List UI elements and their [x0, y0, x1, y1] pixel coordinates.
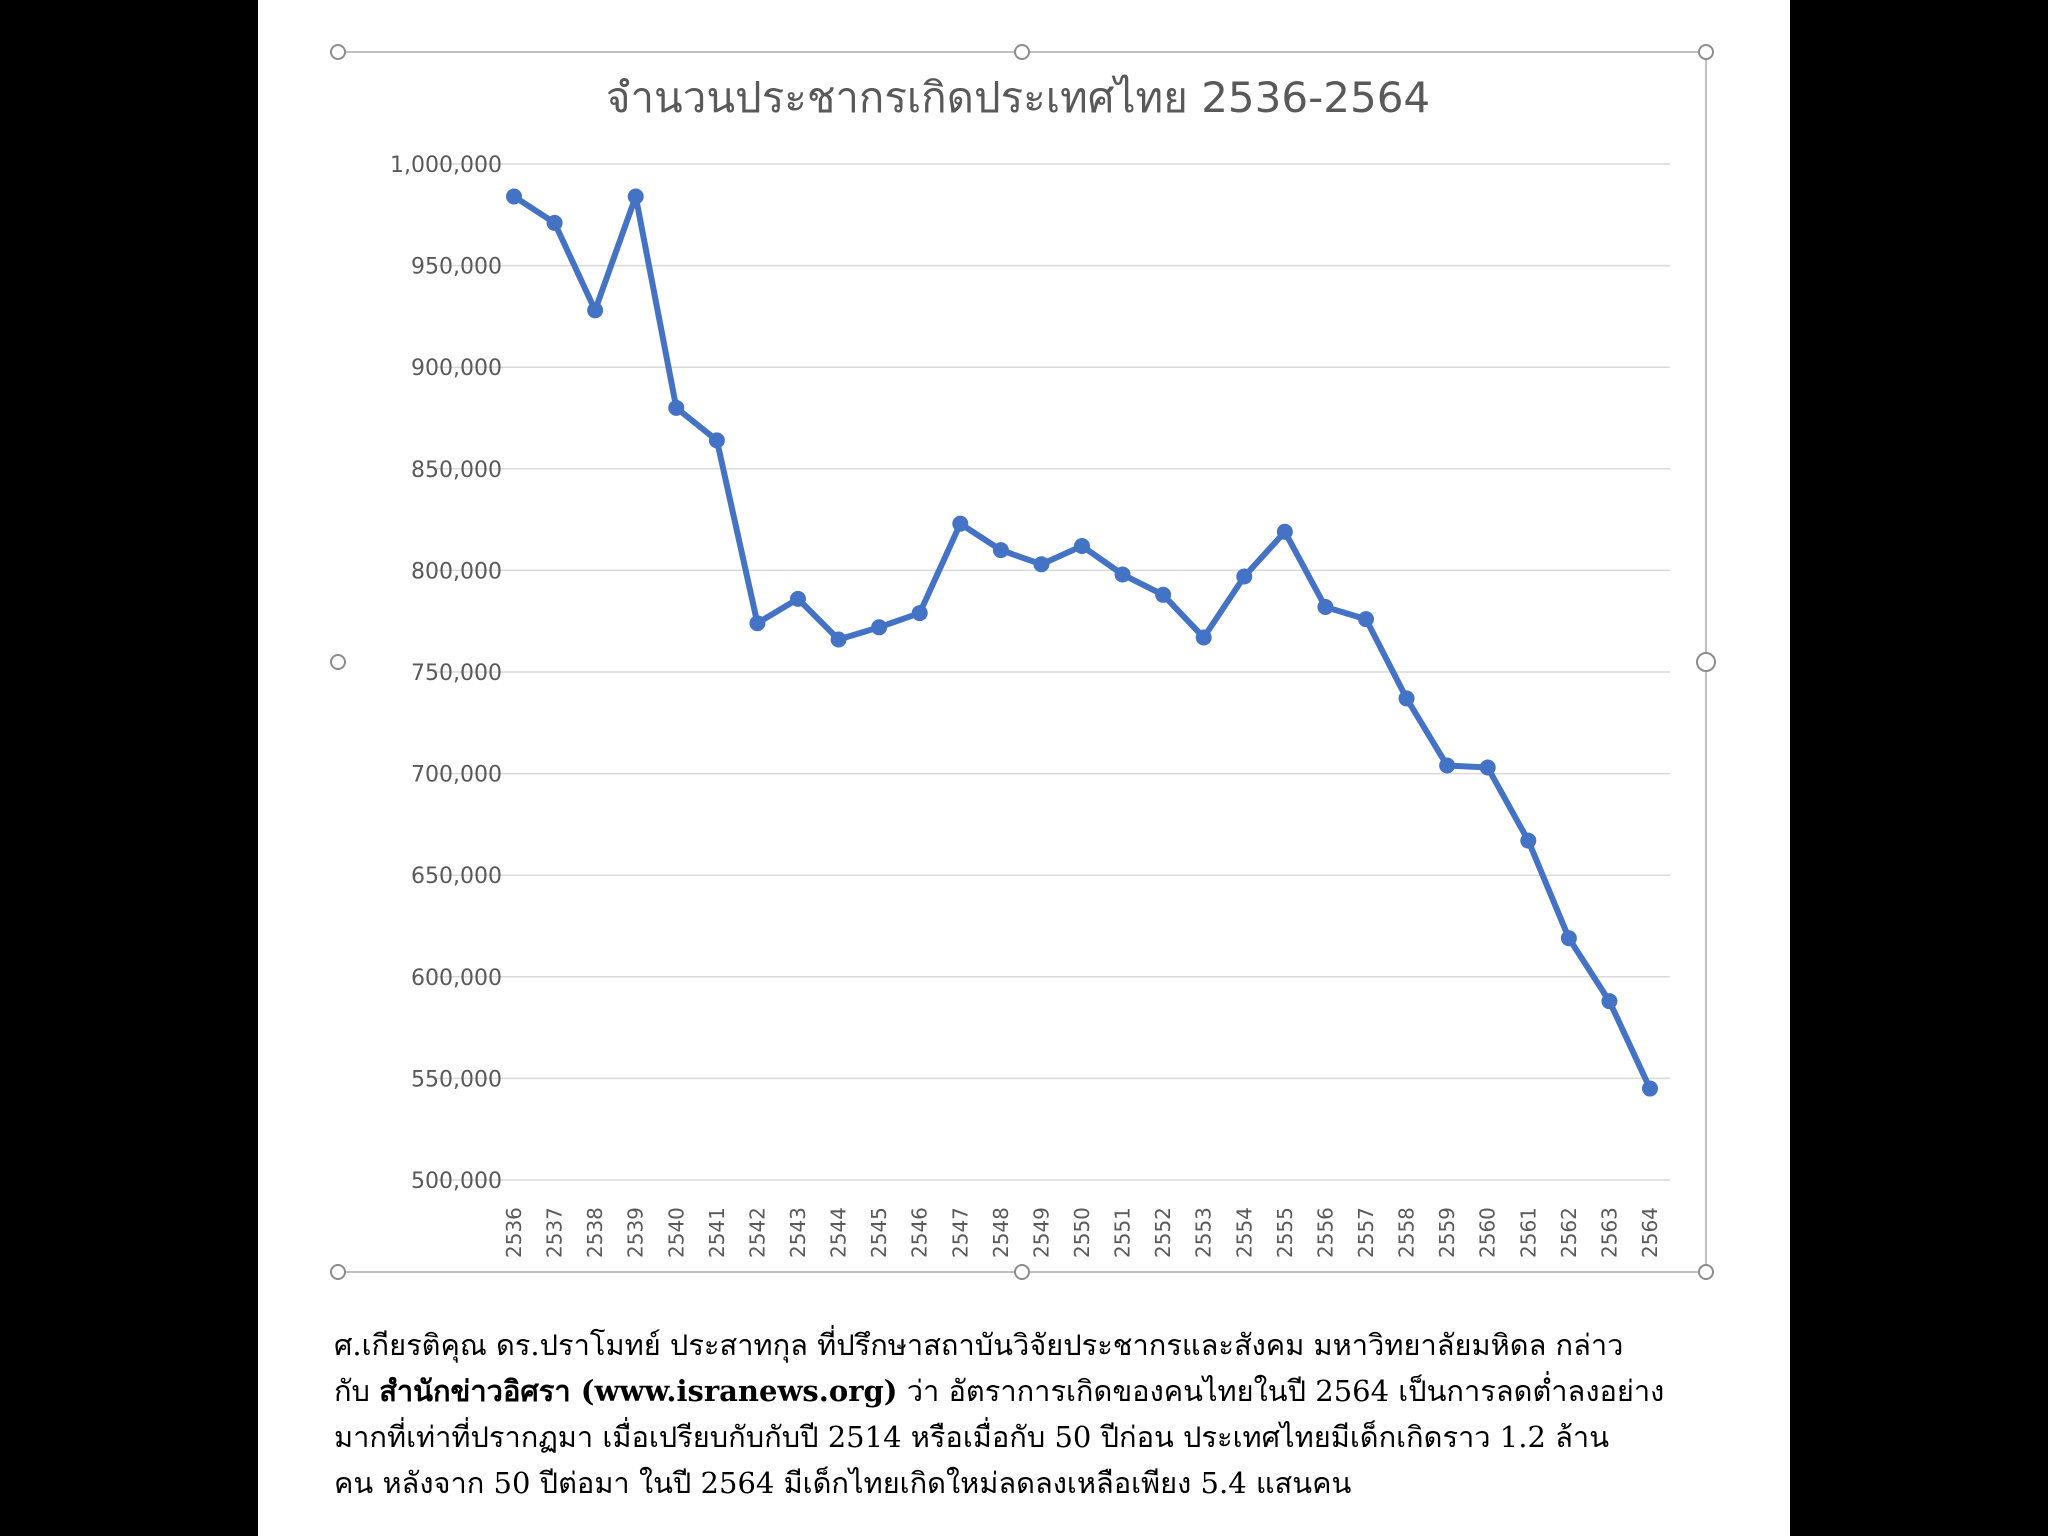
- data-point: [1237, 569, 1251, 583]
- data-point: [1562, 931, 1576, 945]
- data-point: [669, 401, 683, 415]
- x-tick-label: 2548: [988, 1207, 1013, 1258]
- data-point: [1481, 761, 1495, 775]
- x-tick-label: 2537: [542, 1207, 567, 1258]
- data-point: [1359, 612, 1373, 626]
- resize-handle-bottom-right[interactable]: [1699, 1265, 1713, 1279]
- x-tick-label: 2552: [1151, 1207, 1176, 1258]
- data-point: [1116, 567, 1130, 581]
- caption-line-4: คน หลังจาก 50 ปีต่อมา ในปี 2564 มีเด็กไทยเกิดใหม่ลดลงเหลือเพียง 5.4 แสนคน: [334, 1466, 1352, 1500]
- data-point: [994, 543, 1008, 557]
- x-tick-label: 2538: [583, 1207, 608, 1258]
- resize-handle-right[interactable]: [1697, 653, 1715, 671]
- y-tick-label: 700,000: [411, 762, 502, 788]
- data-point: [588, 303, 602, 317]
- x-tick-label: 2555: [1272, 1207, 1297, 1258]
- y-tick-label: 500,000: [411, 1169, 502, 1194]
- line-chart: [258, 0, 1790, 1300]
- data-point: [953, 517, 967, 531]
- data-point: [1440, 758, 1454, 772]
- article-caption: [334, 1322, 1784, 1506]
- x-tick-label: 2550: [1070, 1207, 1094, 1258]
- x-tick-label: 2539: [623, 1207, 648, 1258]
- x-tick-label: 2564: [1638, 1207, 1662, 1258]
- data-point: [1602, 994, 1616, 1008]
- x-tick-label: 2562: [1556, 1207, 1581, 1258]
- data-point: [1521, 834, 1535, 848]
- caption-line-2: [334, 1368, 1784, 1414]
- y-tick-label: 850,000: [411, 457, 502, 483]
- x-tick-label: 2553: [1191, 1207, 1216, 1258]
- data-point: [629, 190, 643, 204]
- data-point: [710, 433, 724, 447]
- y-tick-label: 1,000,000: [390, 153, 502, 178]
- x-tick-label: 2545: [867, 1207, 892, 1258]
- data-point: [913, 606, 927, 620]
- x-tick-label: 2557: [1354, 1207, 1378, 1258]
- data-point: [1156, 588, 1170, 602]
- data-point: [1278, 525, 1292, 539]
- chart-frame[interactable]: [331, 45, 1715, 1279]
- x-tick-label: 2540: [664, 1207, 689, 1258]
- y-tick-label: 600,000: [411, 965, 502, 991]
- resize-handle-bottom-left[interactable]: [331, 1265, 345, 1279]
- data-point: [1034, 557, 1048, 571]
- x-tick-label: 2536: [502, 1207, 526, 1258]
- x-tick-label: 2563: [1597, 1207, 1622, 1258]
- data-point: [1643, 1082, 1657, 1096]
- series-births: [507, 190, 1657, 1096]
- caption-line-1: ศ.เกียรติคุณ ดร.ปราโมทย์ ประสาทกุล ที่ปรึกษาสถาบันวิจัยประชากรและสังคม มหาวิทยาลัยมหิดล กล่าว: [334, 1328, 1624, 1362]
- data-point: [832, 632, 846, 646]
- x-tick-label: 2559: [1435, 1207, 1460, 1258]
- resize-handle-top[interactable]: [1015, 45, 1029, 59]
- x-tick-label: 2549: [1029, 1207, 1054, 1258]
- x-tick-label: 2558: [1394, 1207, 1419, 1258]
- x-tick-label: 2543: [786, 1207, 810, 1258]
- data-point: [791, 592, 805, 606]
- x-tick-label: 2551: [1110, 1207, 1135, 1258]
- caption-source-name: สำนักข่าวอิศรา (www.isranews.org): [379, 1374, 898, 1408]
- resize-handle-top-right[interactable]: [1699, 45, 1713, 59]
- x-tick-label: 2554: [1232, 1207, 1257, 1258]
- data-point: [750, 616, 764, 630]
- x-tick-label: 2560: [1475, 1207, 1500, 1258]
- x-tick-label: 2547: [948, 1207, 973, 1258]
- data-point: [872, 620, 886, 634]
- chart-title: จำนวนประชากรเกิดประเทศไทย 2536-2564: [605, 73, 1431, 122]
- y-tick-label: 900,000: [411, 356, 502, 382]
- gridlines: [436, 164, 1670, 1180]
- caption-line-3: มากที่เท่าที่ปรากฏมา เมื่อเปรียบกับกับปี 2514 หรือเมื่อกับ 50 ปีก่อน ประเทศไทยมีเด็กเกิดราว 1.2 ล้าน: [334, 1420, 1610, 1454]
- y-tick-label: 550,000: [411, 1067, 502, 1093]
- y-tick-label: 800,000: [411, 559, 502, 585]
- caption-line-2-suffix: ว่า อัตราการเกิดของคนไทยในปี 2564 เป็นการลดต่ำลงอย่าง: [897, 1374, 1665, 1408]
- x-tick-label: 2542: [745, 1207, 770, 1258]
- article-page: [258, 0, 1790, 1536]
- caption-line-2-prefix: กับ: [334, 1374, 380, 1408]
- x-axis: [502, 1207, 1662, 1258]
- data-point: [507, 190, 521, 204]
- data-point: [1400, 691, 1414, 705]
- resize-handle-top-left[interactable]: [331, 45, 345, 59]
- x-tick-label: 2561: [1516, 1207, 1541, 1258]
- y-tick-label: 750,000: [411, 661, 502, 686]
- data-point: [1075, 539, 1089, 553]
- series-line: [514, 197, 1650, 1089]
- x-tick-label: 2556: [1313, 1207, 1338, 1258]
- y-tick-label: 650,000: [411, 864, 502, 890]
- x-tick-label: 2544: [826, 1207, 851, 1258]
- data-point: [548, 216, 562, 230]
- data-point: [1318, 600, 1332, 614]
- y-axis: [390, 153, 502, 1194]
- x-tick-label: 2546: [907, 1207, 932, 1258]
- resize-handle-left[interactable]: [331, 655, 345, 669]
- x-tick-label: 2541: [704, 1207, 729, 1258]
- data-point: [1197, 630, 1211, 644]
- y-tick-label: 950,000: [411, 254, 502, 280]
- resize-handle-bottom[interactable]: [1015, 1265, 1029, 1279]
